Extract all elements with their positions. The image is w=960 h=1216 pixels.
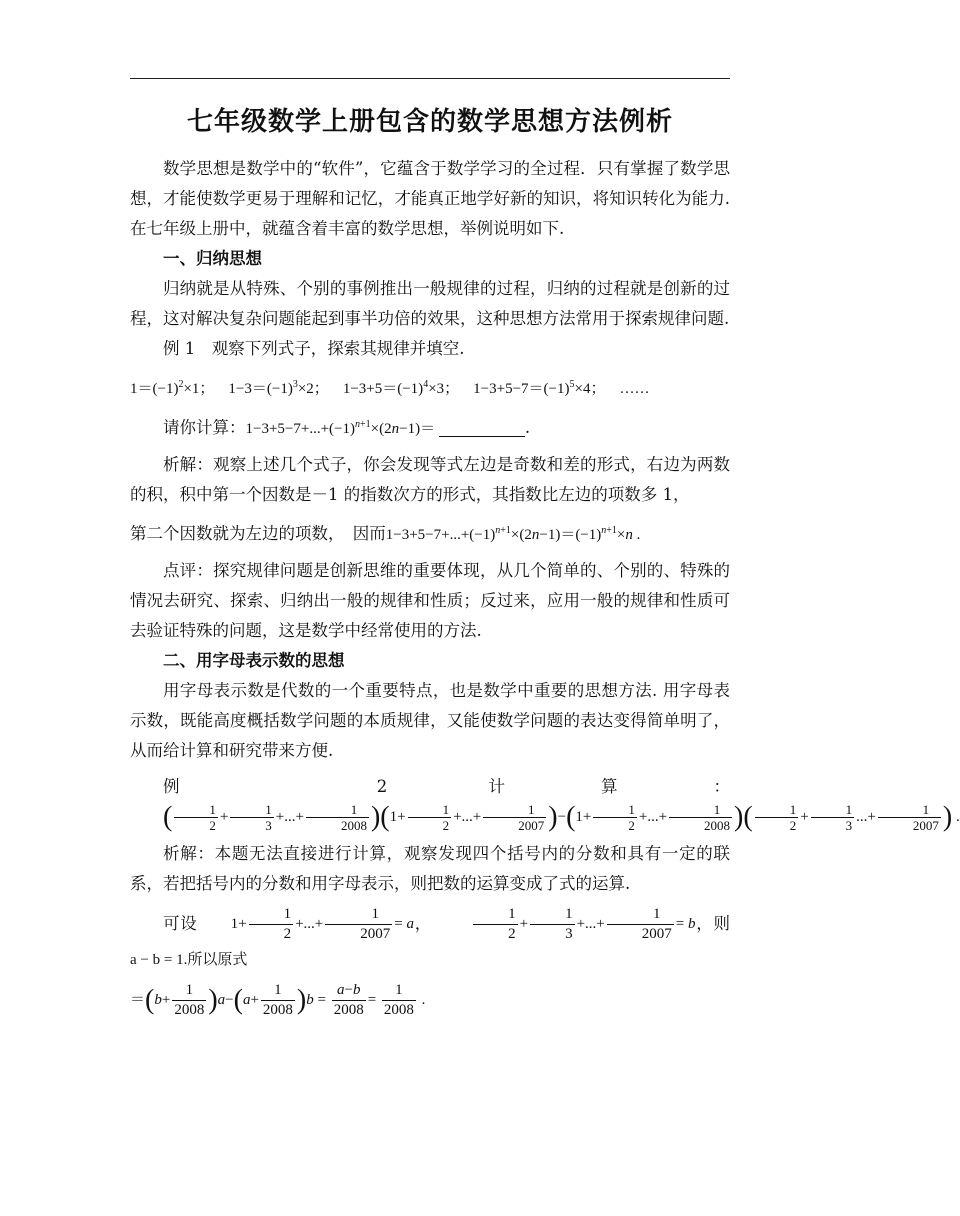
example-2-label: 例 2 计算： bbox=[163, 777, 730, 796]
example-1-analysis: 析解：观察上述几个式子，你会发现等式左边是奇数和差的形式，右边为两数的积，积中第一个因数是－1 的指数次方的形式，其指数比左边的项数多 1， bbox=[130, 455, 730, 504]
intro-paragraph: 数学思想是数学中的“软件”，它蕴含于数学学习的全过程．只有掌握了数学思想，才能使数学更易于理解和记忆，才能真正地学好新的知识，将知识转化为能力. 在七年级上册中，就蕴含着丰富的数学思想，举例说明如下. bbox=[130, 159, 730, 238]
comma: ， bbox=[413, 914, 433, 934]
example-1-question: 请你计算：$1-3+5-7+...+(-1)^{n+1}\times(2n-1)=$ . bbox=[163, 418, 531, 437]
section-heading-induction: 一、归纳思想 bbox=[163, 249, 262, 268]
section-heading-letters: 二、用字母表示数的思想 bbox=[163, 651, 345, 670]
header-rule bbox=[130, 78, 730, 79]
example-2-question bbox=[130, 772, 960, 834]
document-body bbox=[130, 104, 960, 1026]
letters-paragraph: 用字母表示数是代数的一个重要特点，也是数学中重要的思想方法. 用字母表示数，既能高度概括数学问题的本质规律，又能使数学问题的表达变得简单明了，从而给计算和研究带来方便. bbox=[130, 681, 730, 760]
equals-sign: ＝ bbox=[130, 992, 146, 1008]
page-title: 七年级数学上册包含的数学思想方法例析 bbox=[186, 107, 673, 137]
question-prefix: 请你计算： bbox=[163, 418, 246, 437]
example-2-substitution: 可设 1+ $\frac{1}{2}$ +...+ $\frac{1}{2007}$ = a， $\frac{1}{2}$ + $\frac{1}{3}$ +...+ $\frac{1}{2007}$ = b，则a − b = 1.所以原式 bbox=[130, 906, 731, 969]
example-1-comment: 点评：探究规律问题是创新思维的重要体现，从几个简单的、个别的、特殊的情况去研究、探索、归纳出一般的规律和性质；反过来，应用一般的规律和性质可去验证特殊的问题，这是数学中经常使用的方法. bbox=[130, 561, 730, 640]
example-2-expression: ( $\frac{1}{2}$ + $\frac{1}{3}$ +...+ $\frac{1}{2008}$ )(1+ $\frac{1}{2}$ +...+ $\frac{1}{2007}$ )−(1+ $\frac{1}{2}$ +...+ $\frac{1}{2008}$ )( $\frac{1}{2}$ + $\frac{1}{3}$ ...+ $\frac{1}{2007}$ ) . bbox=[163, 801, 960, 834]
example-1-analysis-conclusion: 第二个因数就为左边的项数， 因而$1-3+5-7+...+(-1)^{n+1}\times(2n-1)=(-1)^{n+1}\times n$ . bbox=[130, 524, 641, 543]
example-1-label: 例 1 观察下列式子，探索其规律并填空. bbox=[163, 339, 465, 358]
substitution-prefix: 可设 bbox=[163, 914, 198, 934]
example-2-final: ＝(b+ $\frac{1}{2008}$ )a−(a+ $\frac{1}{2008}$ )b = $\frac{a-b}{2008}$ = $\frac{1}{2008}$ . bbox=[130, 982, 426, 1019]
then-text: ，则 bbox=[695, 914, 731, 934]
answer-blank bbox=[439, 420, 525, 437]
induction-paragraph: 归纳就是从特殊、个别的事例推出一般规律的过程，归纳的过程就是创新的过程，这对解决复杂问题能起到事半功倍的效果，这种思想方法常用于探索规律问题. bbox=[130, 279, 730, 328]
example-2-analysis: 析解：本题无法直接进行计算，观察发现四个括号内的分数和具有一定的联系，若把括号内的分数和用字母表示，则把数的运算变成了式的运算. bbox=[130, 844, 730, 894]
example-1-formulas: $1=(-1)^2\times 1$； $1-3=(-1)^3\times 2$； $1-3+5=(-1)^4\times 3$； $1-3+5-7=(-1)^5\times 4$； …… bbox=[130, 379, 650, 397]
analysis-conclusion-text: 第二个因数就为左边的项数， 因而 bbox=[130, 524, 386, 543]
substitution-result: a − b = 1.所以原式 bbox=[130, 952, 248, 969]
